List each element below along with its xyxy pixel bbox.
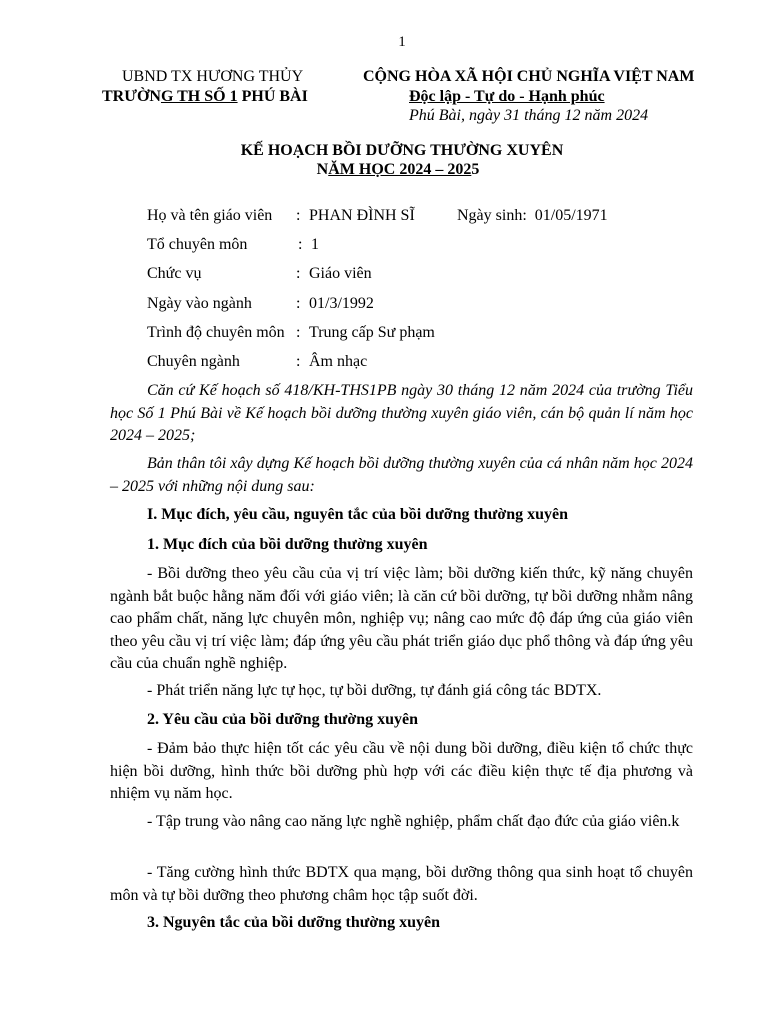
birth-date-value: 01/05/1971 [534,207,608,224]
major-colon: : [296,353,301,370]
self-plan-paragraph: Bản thân tôi xây dựng Kế hoạch bồi dưỡng thường xuyên của cá nhân năm học 2024 – 2025 với những nội dung sau: [110,455,693,495]
document-title: KẾ HOẠCH BỒI DƯỠNG THƯỜNG XUYÊN [240,142,564,159]
page-number: 1 [398,34,406,50]
teacher-name-label: Họ và tên giáo viên [147,207,273,224]
org-name-line2 [102,88,308,106]
group-value: 1 [311,236,319,253]
start-date-label: Ngày vào ngành [147,295,252,312]
qualification-colon: : [296,324,301,341]
start-date-colon: : [296,295,301,312]
birth-date-label: Ngày sinh: [457,207,527,224]
basis-paragraph: Căn cứ Kế hoạch số 418/KH-THS1PB ngày 30 tháng 12 năm 2024 của trường Tiểu học Số 1 Phú Bài về Kế hoạch bồi dưỡng thường xuyên giáo viên, cán bộ quản lí năm học 2024 – 2025; [110,382,693,444]
birth-date [457,207,608,225]
group-colon: : [298,236,303,253]
major-value: Âm nhạc [309,353,368,370]
major-label: Chuyên ngành [147,353,240,370]
group-label: Tổ chuyên môn [147,236,248,253]
nation-motto: Độc lập - Tự do - Hạnh phúc [409,88,605,105]
start-date-value: 01/3/1992 [309,295,374,312]
requirement-paragraph-2: - Tập trung vào nâng cao năng lực nghề nghiệp, phẩm chất đạo đức của giáo viên.k [147,813,680,830]
position-colon: : [296,265,301,282]
purpose-heading: 1. Mục đích của bồi dưỡng thường xuyên [147,536,428,553]
requirement-paragraph-3: - Tăng cường hình thức BDTX qua mạng, bồi dưỡng thông qua sinh hoạt tổ chuyên môn và tự bồi dưỡng theo phương châm học tập suốt đời. [110,864,693,904]
subtitle-pre: N [316,161,329,178]
org-name-line2-pre: TRƯỜN [102,88,161,105]
teacher-name-value: PHAN ĐÌNH SĨ [309,207,415,224]
org-name-line1: UBND TX HƯƠNG THỦY [122,68,304,85]
teacher-name-colon: : [296,207,301,224]
org-name-line2-underlined: G TH SỐ 1 [160,88,238,105]
document-subtitle [0,161,768,179]
subtitle-post: 5 [471,161,480,178]
requirement-paragraph-1: - Đảm bảo thực hiện tốt các yêu cầu về nội dung bồi dưỡng, điều kiện tổ chức thực hiện bồi dưỡng, hình thức bồi dưỡng phù hợp với các điều kiện thực tế địa phương và nhiệm vụ năm học. [110,740,693,802]
position-value: Giáo viên [309,265,372,282]
qualification-value: Trung cấp Sư phạm [309,324,435,341]
purpose-paragraph-2: - Phát triển năng lực tự học, tự bồi dưỡng, tự đánh giá công tác BDTX. [147,682,602,699]
place-date: Phú Bài, ngày 31 tháng 12 năm 2024 [409,107,649,124]
section-heading-1: I. Mục đích, yêu cầu, nguyên tắc của bồi dưỡng thường xuyên [147,506,568,523]
nation-title: CỘNG HÒA XÃ HỘI CHỦ NGHĨA VIỆT NAM [363,68,695,85]
position-label: Chức vụ [147,265,202,282]
principle-heading: 3. Nguyên tắc của bồi dưỡng thường xuyên [147,914,440,931]
qualification-label: Trình độ chuyên môn [147,324,285,341]
subtitle-underlined: ĂM HỌC 2024 – 202 [328,161,472,178]
purpose-paragraph-1: - Bồi dưỡng theo yêu cầu của vị trí việc làm; bồi dưỡng kiến thức, kỹ năng chuyên ngành bắt buộc hằng năm đối với giáo viên; là căn cứ bồi dưỡng, tự bồi dưỡng nhằm nâng cao phẩm chất, năng lực chuyên môn, nghiệp vụ; nâng cao mức độ đáp ứng của giáo viên theo yêu cầu vị trí việc làm; đáp ứng yêu cầu phát triển giáo dục phổ thông và đáp ứng yêu cầu của chuẩn nghề nghiệp. [110,565,693,672]
org-name-line2-post: PHÚ BÀI [237,88,308,105]
requirement-heading: 2. Yêu cầu của bồi dưỡng thường xuyên [147,711,419,728]
